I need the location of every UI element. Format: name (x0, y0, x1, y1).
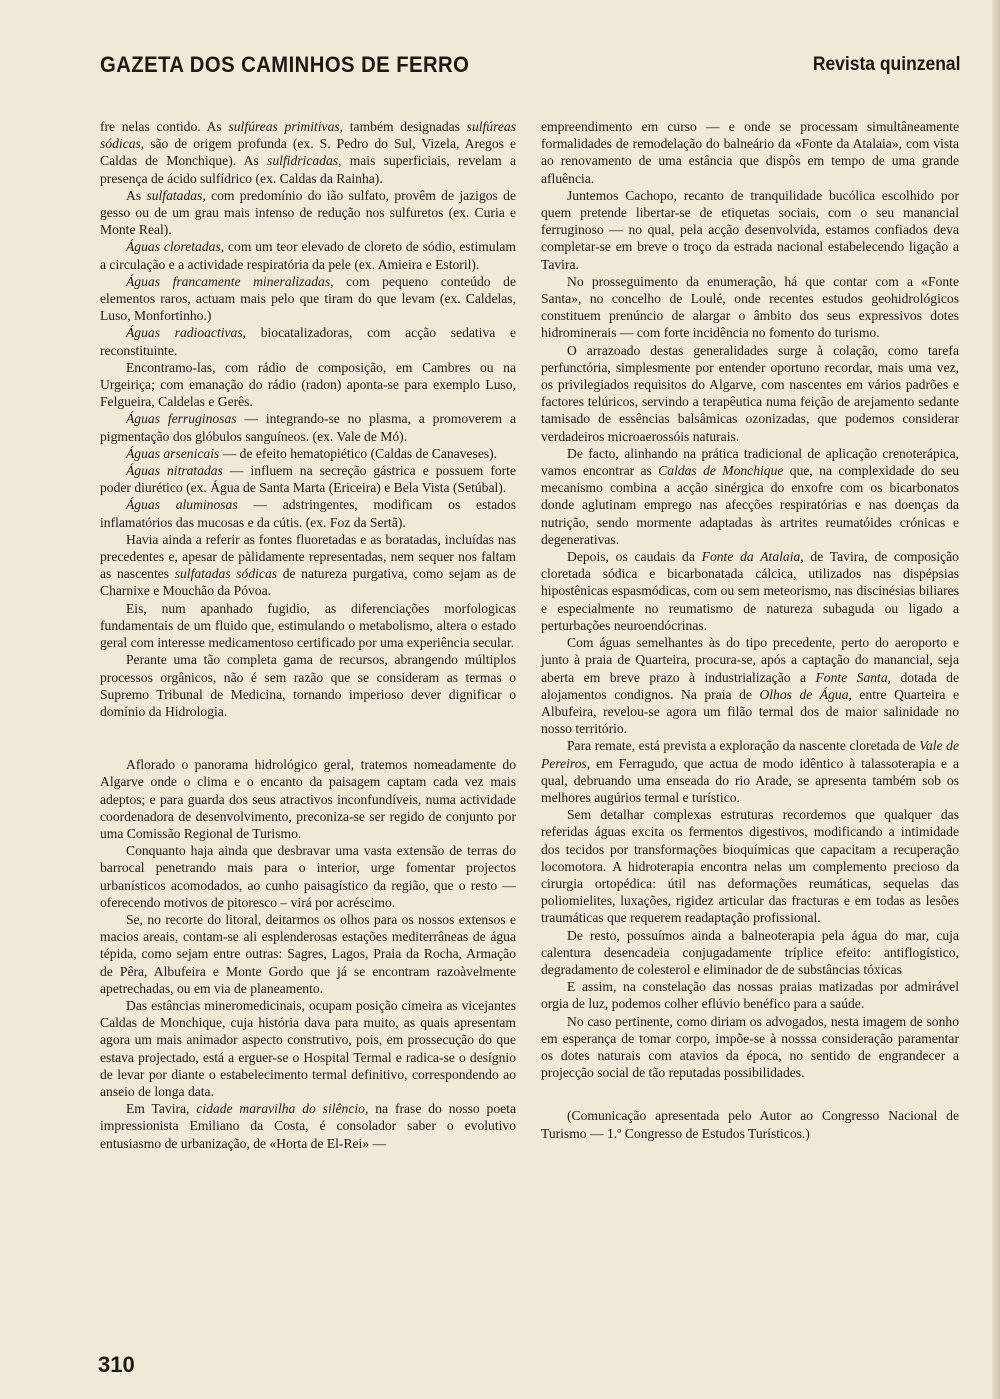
text-run: Havia ainda a referir as fontes fluoretadas e as boratadas, incluídas nas precedentes e, apesar de pàlidamente representadas, nem sequer nos faltam as nascentes (100, 531, 516, 582)
italic-term: Águas radioactivas (126, 325, 243, 341)
italic-term: sulfatadas (146, 187, 203, 203)
text-run: , dotada de alojamentos condignos. Na praia de (541, 669, 959, 702)
paragraph (541, 273, 959, 342)
text-run: , com um teor elevado de cloreto de sódio, estimulam a circulação e a actividade respiratória da pele (ex. Amieira e Estoril). (100, 239, 516, 272)
text-run: De resto, possuímos ainda a balneoterapia pela água do mar, cuja calentura desencadeia conjugadamente tríplice efeito: antiflogístico, degradamento de colesterol e eliminador de de substâncias tóxicas (541, 927, 959, 977)
text-run: (Comunicação apresentada pelo Autor ao Congresso Nacional de Turismo — 1.º Congresso de Estudos Turísticos.) (541, 1108, 959, 1141)
text-run: O arrazoado destas generalidades surge à colação, como tarefa perfunctória, simplesmente por entender oportuno recordar, mais uma vez, os privilegiados requisitos do Algarve, com nascentes em vários padrões e factores telúricos, servindo a terapêutica numa feição de arejamento sedante tamisado de essências balsâmicas ozonizadas, que podemos considerar verdadeiros microaerossóis naturais. (541, 342, 959, 444)
text-run: Das estâncias mineromedicinais, ocupam posição cimeira as vicejantes Caldas de Monchique, cuja história dava para muito, as quais apresentam agora um mais animador aspecto construtivo, pois, em prossecução do que estava projectado, está a erguer-se o Hospital Termal e radica-se o desígnio de levar por diante o estabelecimento termal definitivo, correspondendo ao anseio de longa data. (100, 997, 516, 1099)
paragraph (541, 118, 959, 187)
paragraph (100, 651, 516, 720)
journal-subtitle: Revista quinzenal (812, 54, 960, 75)
text-run: E assim, na constelação das nossas praias matizadas por admirável orgia de luz, podemos colher eflúvio benéfico para a saúde. (541, 979, 959, 1012)
section-break (100, 720, 516, 756)
italic-term: sulfidricadas (267, 153, 339, 169)
text-run: , são de origem profunda (ex. S. Pedro do Sul, Vizela, Aregos e Caldas de Monchique). As (100, 136, 516, 169)
paragraph (541, 737, 959, 806)
text-run: , biocatalizadoras, com acção sedativa e reconstituinte. (100, 325, 516, 358)
italic-term: sulfúreas sódicas (100, 119, 516, 152)
text-run: Em Tavira, (126, 1101, 197, 1117)
paragraph (541, 548, 959, 634)
paragraph (541, 1013, 959, 1082)
paragraph (100, 238, 516, 272)
italic-term: Vale de Pereiros (541, 738, 959, 771)
paragraph (100, 324, 516, 358)
paragraph (100, 118, 516, 187)
text-run: No prosseguimento da enumeração, há que contar com a «Fonte Santa», no concelho de Loulé, onde recentes estudos geohidrológicos constituem prenúncio de alargar o âmbito dos seus expressivos dotes hidrominerais — com forte incidência no fomento do turismo. (541, 273, 959, 341)
text-run: , entre Quarteira e Albufeira, revelou-se agora um filão termal dos de maior salinidade no nosso território. (541, 686, 959, 737)
text-run: — influem na secreção gástrica e possuem forte poder diurético (ex. Água de Santa Marta (Ericeira) e Bela Vista (Setúbal). (100, 463, 516, 496)
text-run: Aflorado o panorama hidrológico geral, tratemos nomeadamente do Algarve onde o clima e o encanto da paisagem captam cada vez mais adeptos; e para guarda dos seus atractivos inconfundíveis, numa actividade coordenadora de desenvolvimento, preconiza-se ser regido de conjunto por uma Comissão Regional de Turismo. (100, 757, 516, 841)
paragraph (100, 842, 516, 911)
text-run: — adstringentes, modificam os estados inflamatórios das mucosas e da cútis. (ex. Foz da Sertã). (100, 497, 516, 530)
paragraph (541, 187, 959, 273)
paragraph (100, 911, 516, 997)
paragraph (100, 600, 516, 652)
italic-term: Olhos de Água (759, 686, 849, 702)
paragraph (541, 927, 959, 979)
paragraph (541, 445, 959, 548)
paragraph (100, 359, 516, 411)
italic-term: Fonte da Atalaia (701, 549, 801, 565)
article-column-right (541, 118, 959, 1142)
italic-term: Caldas de Monchique (658, 463, 784, 479)
italic-term: Fonte Santa (815, 669, 888, 685)
italic-term: Águas nitratadas (126, 463, 223, 479)
text-run: , com predomínio do ião sulfato, provêm de jazigos de gesso ou de um grau mais intenso de redução nos sulfuretos (ex. Curia e Monte Real). (100, 187, 516, 238)
paragraph (100, 756, 516, 842)
italic-term: sulfúreas primitivas (228, 119, 340, 134)
paragraph (100, 273, 516, 325)
paragraph (100, 187, 516, 239)
paragraph (541, 342, 959, 445)
text-run: As (126, 187, 147, 203)
italic-term: Águas ferruginosas (126, 411, 237, 427)
text-run: Eis, num apanhado fugidio, as diferenciações morfologicas fundamentais de um fluido que, estimulando o metabolismo, altera o estado geral com interesse medicamentoso certificado por uma experiência secular. (100, 600, 516, 651)
text-run: de natureza purgativa, como sejam as de Charnixe e Mouchão da Póvoa. (100, 566, 516, 599)
text-run: Com águas semelhantes às do tipo precedente, perto do aeroporto e junto à praia de Quarteira, procura-se, após a captação do manancial, seja aberta em breve prazo à industrialização a (541, 635, 959, 685)
paragraph (100, 531, 516, 600)
text-run: Perante uma tão completa gama de recursos, abrangendo múltiplos processos orgânicos, não é sem razão que se consideram as termas o Supremo Tribunal de Medicina, tornando imperioso dever dignificar o domínio da Hidrologia. (100, 652, 516, 719)
text-run: Conquanto haja ainda que desbravar uma vasta extensão de terras do barrocal penetrando mais para o interior, urge fomentar projectos urbanísticos acomodados, ao cunho paisagístico da região, que o resto — oferecendo motivos de pitoresco – virá por acréscimo. (100, 843, 516, 910)
text-run: Sem detalhar complexas estruturas recordemos que qualquer das referidas águas excita os fermentos digestivos, modificando a intimidade dos tecidos por transformações bioquímicas que capacitam a recuperação locomotora. A hidroterapia encontra nelas um complemento precioso da cirurgia ortopédica: útil nas deformações reumáticas, sequelas das poliomielites, luxações, rigidez articular das fracturas e em todas as lesões traumáticas que requerem readaptação profissional. (541, 807, 959, 926)
page-edge (992, 0, 1000, 1399)
text-run: , de Tavira, de composição cloretada sódica e bicarbonatada cálcica, utilizados nas dispépsias hipostênicas espasmódicas, com ou sem meteorismo, nas discinésias biliares e especialmente no reumatismo de natureza subaguda ou ligado a perturbações neuroendócrinas. (541, 549, 959, 633)
text-run: , na frase do nosso poeta impressionista Emiliano da Costa, é consolador saber o evolutivo entusiasmo de urbanização, de «Horta de El-Rei» — (100, 1101, 516, 1151)
paragraph (541, 634, 959, 737)
text-run: — integrando-se no plasma, a promoverem a pigmentação dos glóbulos sanguíneos. (ex. Vale de Mó). (100, 411, 516, 444)
text-run: , com pequeno conteúdo de elementos raros, actuam mais pelo que tiram do que levam (ex. Caldelas, Luso, Monfortinho.) (100, 273, 516, 324)
paragraph (541, 978, 959, 1012)
italic-term: Águas aluminosas (126, 497, 238, 513)
italic-term: cidade maravilha do silêncio (196, 1101, 365, 1117)
paragraph (100, 496, 516, 530)
text-run: que, na complexidade do seu mecanismo combina a acção sinérgica do enxofre com os bicarbonatos donde aglutinam emprego nas afecções respiratórias e nas doenças da nutrição, sendo mormente adaptadas às artrites reumatóides crónicas e degenerativas. (541, 463, 959, 547)
text-run: Se, no recorte do litoral, deitarmos os olhos para os nossos extensos e macios areais, contam-se ali esplenderosas estações mediterrâneas de água tépida, como sejam entre outras: Sagres, Lagos, Praia da Rocha, Armação de Pêra, Albufeira e Monte Gordo que já se encontram razoàvelmente apetrechadas, ou em via de planeamento. (100, 911, 516, 996)
text-run: empreendimento em curso — e onde se processam simultâneamente formalidades de remodelação do balneário da «Fonte da Atalaia», com vista ao renovamento de uma estância que dispôs em tempo de uma grande afluência. (541, 119, 959, 186)
text-run: Depois, os caudais da (567, 549, 702, 565)
text-run: Juntemos Cachopo, recanto de tranquilidade bucólica escolhido por quem pretende libertar-se de etiquetas sociais, com o seu manancial ferruginoso — no qual, pela acção desenvolvida, estamos confiados deva completar-se em breve o troço da estrada nacional estabelecendo ligação a Tavira. (541, 187, 959, 272)
italic-term: Águas cloretadas (126, 239, 221, 255)
italic-term: Águas francamente mineralizadas (126, 273, 331, 289)
paragraph (100, 1100, 516, 1152)
text-run: , também designadas (339, 119, 467, 134)
text-run: , mais superficiais, revelam a presença de ácido sulfídrico (ex. Caldas da Rainha). (100, 153, 516, 186)
paragraph (541, 806, 959, 926)
text-run: , em Ferragudo, que actua de modo idêntico à talassoterapia e a qual, debruando uma enseada do rio Arade, se apresenta também sob os melhores augúrios termal e turístico. (541, 755, 959, 805)
italic-term: sulfatadas sódicas (174, 566, 278, 582)
paragraph (100, 410, 516, 444)
text-run: No caso pertinente, como diriam os advogados, nesta imagem de sonho em esperança de tomar corpo, impõe-se à nosssa consideração paramentar os dotes naturais com atavios da época, no sentido de engrandecer a projecção social de tão reputadas possibilidades. (541, 1013, 959, 1081)
paragraph (100, 445, 516, 462)
section-break (541, 1081, 959, 1107)
paragraph (100, 462, 516, 496)
journal-title: GAZETA DOS CAMINHOS DE FERRO (100, 52, 470, 77)
paragraph (541, 1107, 959, 1141)
article-column-left (100, 118, 516, 1152)
paragraph (100, 997, 516, 1100)
text-run: fre nelas contido. As (100, 119, 229, 134)
italic-term: Águas arsenicais (126, 445, 220, 461)
text-run: Para remate, está prevista a exploração da nascente cloretada de (567, 738, 920, 754)
text-run: De facto, alinhando na prática tradicional de aplicação crenoterápica, vamos encontrar as (541, 445, 959, 479)
text-run: — de efeito hematopiético (Caldas de Canaveses). (219, 445, 498, 461)
page-number: 310 (98, 1352, 135, 1377)
text-run: Encontramo-las, com rádio de composição, em Cambres ou na Urgeiriça; com emanação do rádio (radon) aponta-se para exemplo Luso, Felgueira, Caldelas e Gerês. (100, 359, 516, 410)
